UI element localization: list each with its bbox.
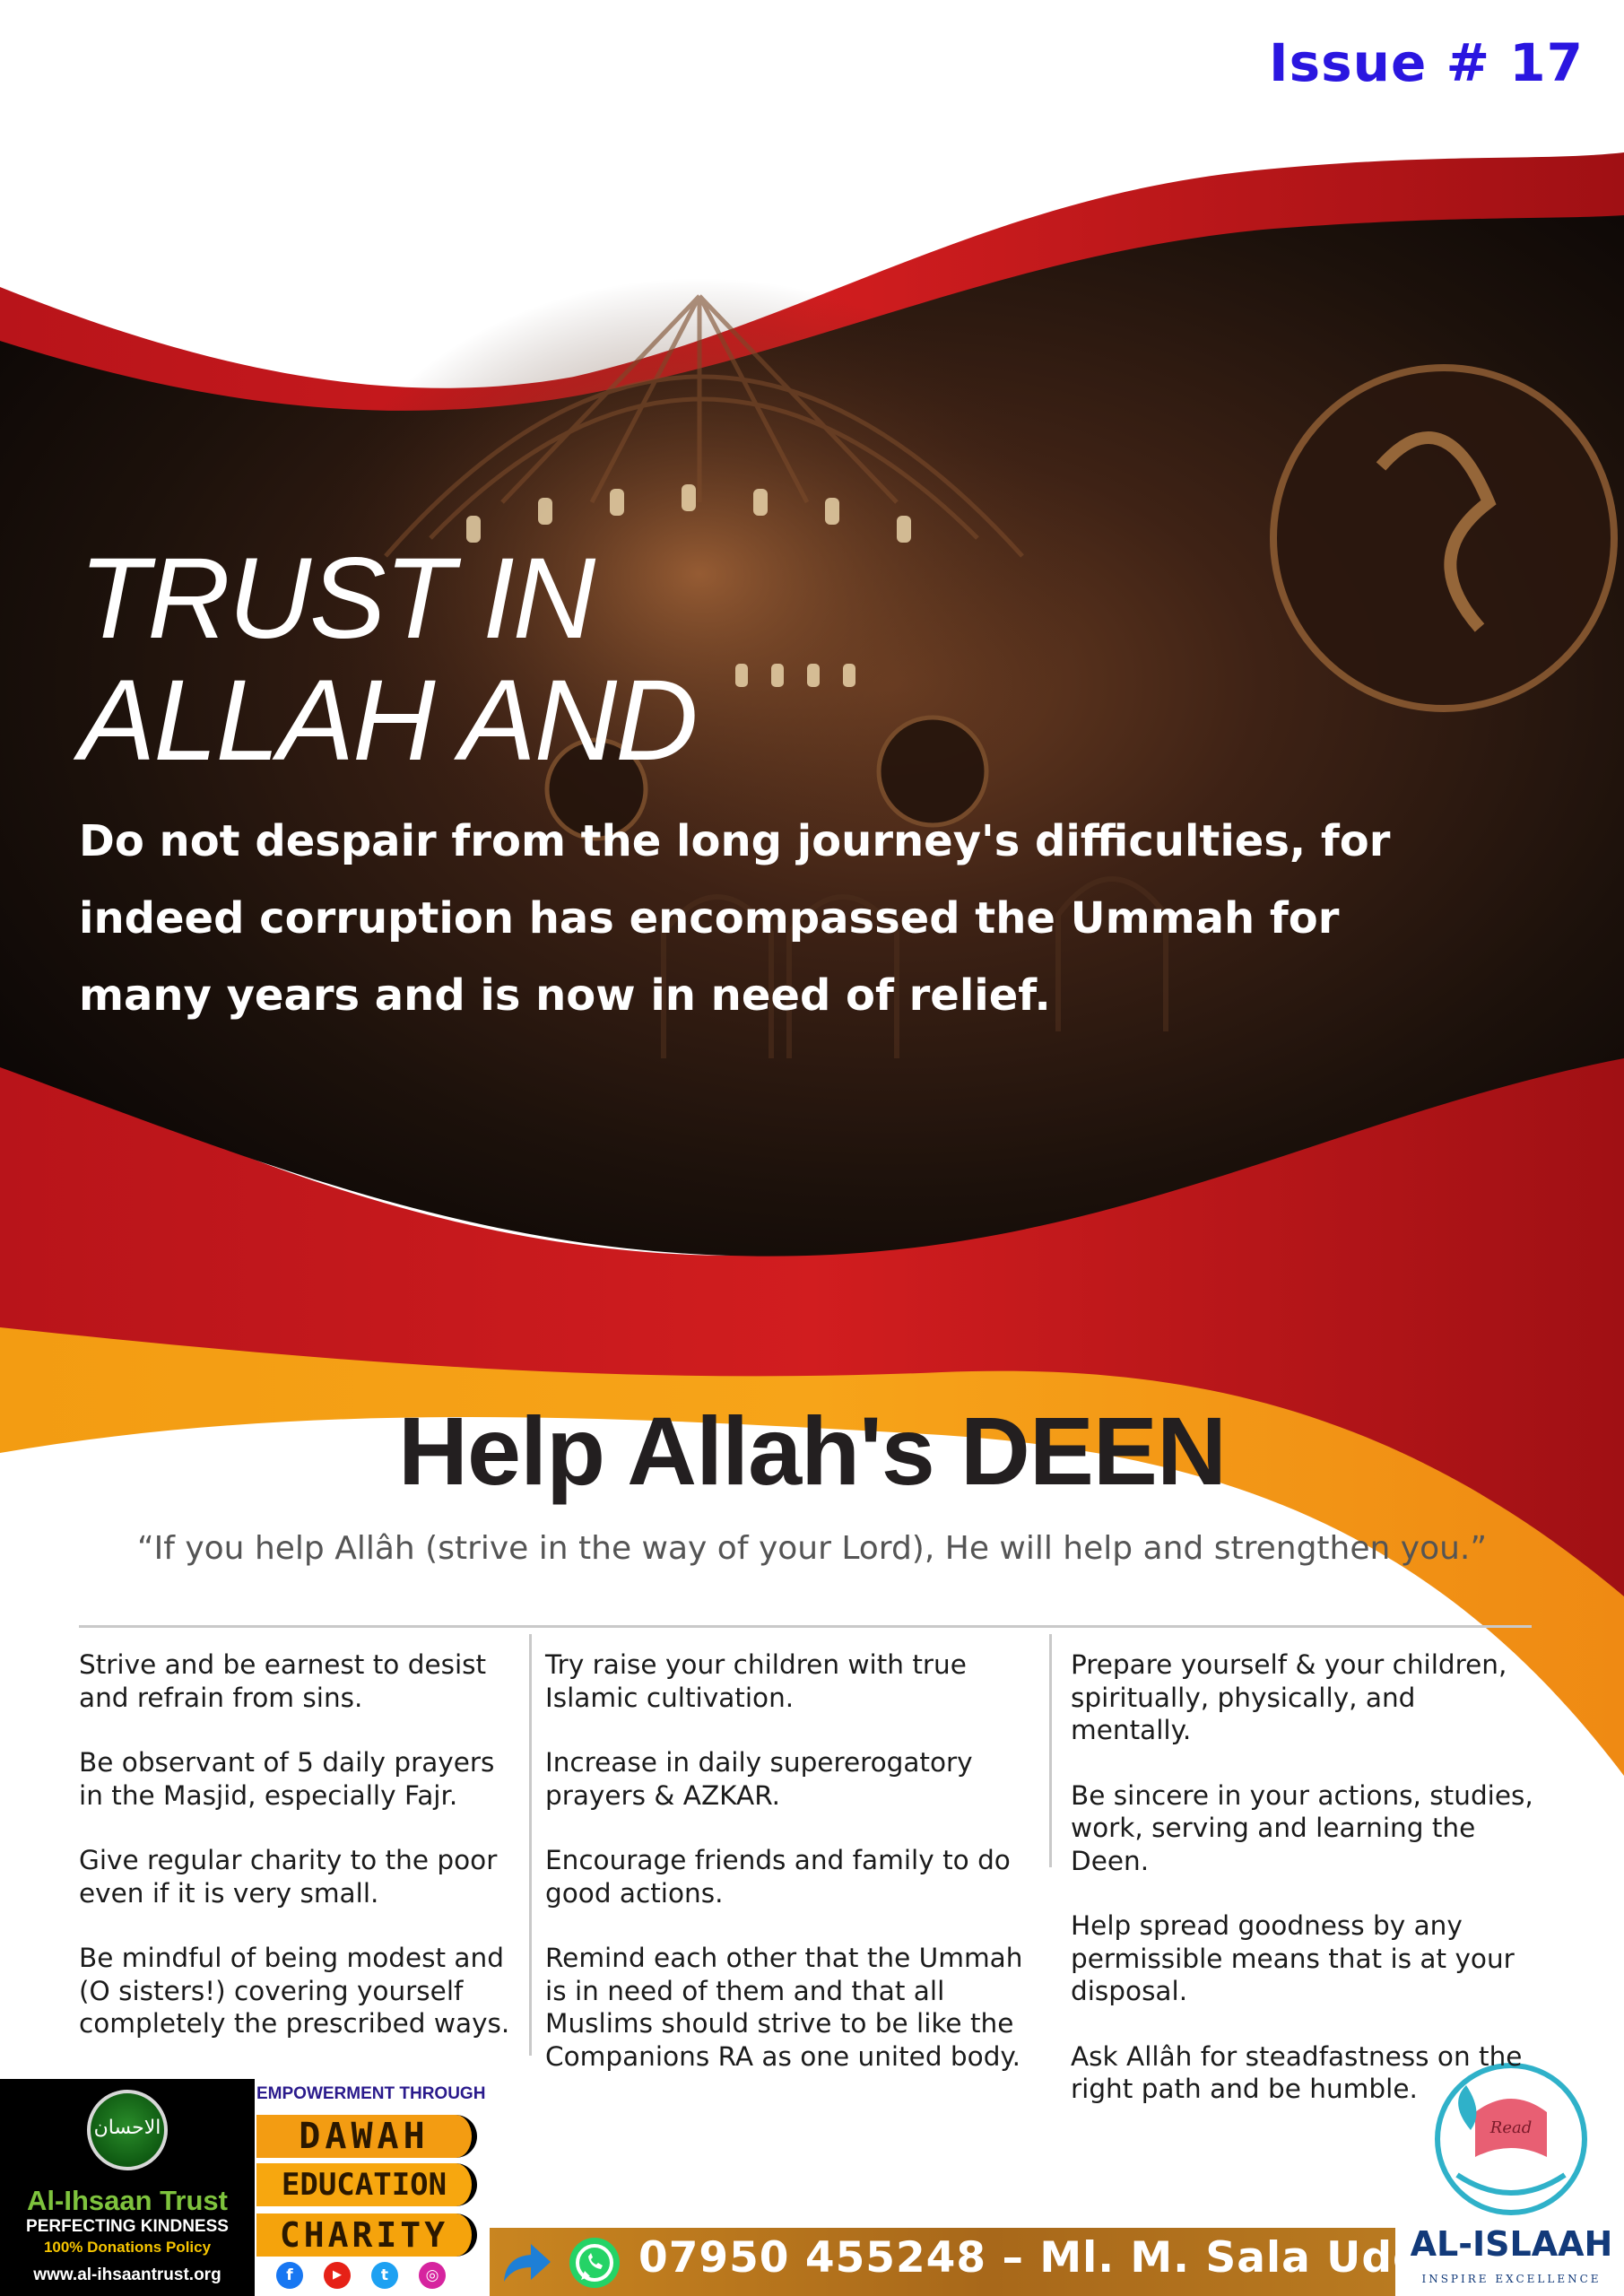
column-divider-2 — [1049, 1634, 1052, 1867]
hero-subtitle: Do not despair from the long journey's difficulties, for indeed corruption has encompassed the Ummah for many years and is now in need of relief. — [79, 816, 1391, 1021]
tip-item: Prepare yourself & your children, spiritually, physically, and mentally. — [1071, 1649, 1507, 1745]
empowerment-heading: EMPOWERMENT THROUGH — [256, 2084, 486, 2103]
tip-item: Strive and be earnest to desist and refrain from sins. — [79, 1649, 487, 1713]
al-islaah-name: AL-ISLAAH — [1410, 2224, 1613, 2264]
section-title: Help Allah's DEEN — [398, 1396, 1226, 1505]
dawah-pill: DAWAH — [256, 2115, 477, 2158]
tip-item: Help spread goodness by any permissible means that is at your disposal. — [1071, 1910, 1515, 2006]
ihsaan-trust-logo — [87, 2090, 168, 2170]
issue-number: Issue # 17 — [1269, 32, 1584, 93]
share-arrow-icon — [500, 2237, 554, 2287]
tips-column-1 — [79, 1648, 518, 2073]
tip-item: Give regular charity to the poor even if it is very small. — [79, 1845, 498, 1909]
tip-item: Encourage friends and family to do good actions. — [545, 1845, 1011, 1909]
al-islaah-tagline: INSPIRE EXCELLENCE — [1421, 2273, 1602, 2285]
tip-item: Be sincere in your actions, studies, work, serving and learning the Deen. — [1071, 1779, 1533, 1876]
horizontal-divider — [79, 1625, 1532, 1628]
column-divider-1 — [529, 1634, 532, 2056]
charity-pill: CHARITY — [256, 2213, 477, 2257]
hero-title-line-2: ALLAH AND — [79, 657, 697, 785]
ihsaan-trust-name: Al-Ihsaan Trust — [27, 2185, 228, 2216]
section-quote: “If you help Allâh (strive in the way of your Lord), He will help and strengthen you.” — [136, 1530, 1488, 1567]
whatsapp-icon[interactable] — [567, 2235, 622, 2291]
education-pill: EDUCATION — [256, 2163, 477, 2206]
instagram-icon[interactable]: ◎ — [419, 2262, 446, 2289]
twitter-icon[interactable]: t — [371, 2262, 398, 2289]
youtube-icon[interactable]: ▶ — [324, 2262, 351, 2289]
hero-title — [79, 535, 697, 785]
tips-column-3 — [1071, 1648, 1537, 2138]
ihsaan-tagline: PERFECTING KINDNESS — [26, 2217, 229, 2236]
tips-column-2 — [545, 1648, 1040, 2105]
contact-details: 07950 455248 – Ml. M. Sala Uddin — [638, 2233, 1471, 2283]
ihsaan-policy: 100% Donations Policy — [43, 2239, 212, 2256]
calligraphy-medallion-large — [1273, 368, 1614, 709]
facebook-icon[interactable]: f — [276, 2262, 303, 2289]
al-islaah-logo-text: Read — [1489, 2118, 1533, 2137]
tip-item: Remind each other that the Ummah is in need of them and that all Muslims should strive to be like the Companions RA as one united body. — [545, 1943, 1023, 2072]
ihsaan-logo-text: الاحسان — [93, 2117, 161, 2139]
ihsaan-website-link[interactable]: www.al-ihsaantrust.org — [33, 2266, 221, 2284]
tip-item: Be mindful of being modest and (O sisters!) covering yourself completely the prescribed ways. — [79, 1943, 510, 2039]
tip-item: Be observant of 5 daily prayers in the Masjid, especially Fajr. — [79, 1747, 495, 1811]
tip-item: Increase in daily supererogatory prayers & AZKAR. — [545, 1747, 973, 1811]
tip-item: Ask Allâh for steadfastness on the right path and be humble. — [1071, 2040, 1523, 2104]
tip-item: Try raise your children with true Islamic cultivation. — [545, 1649, 967, 1713]
hero-title-line-1: TRUST IN — [79, 535, 595, 663]
